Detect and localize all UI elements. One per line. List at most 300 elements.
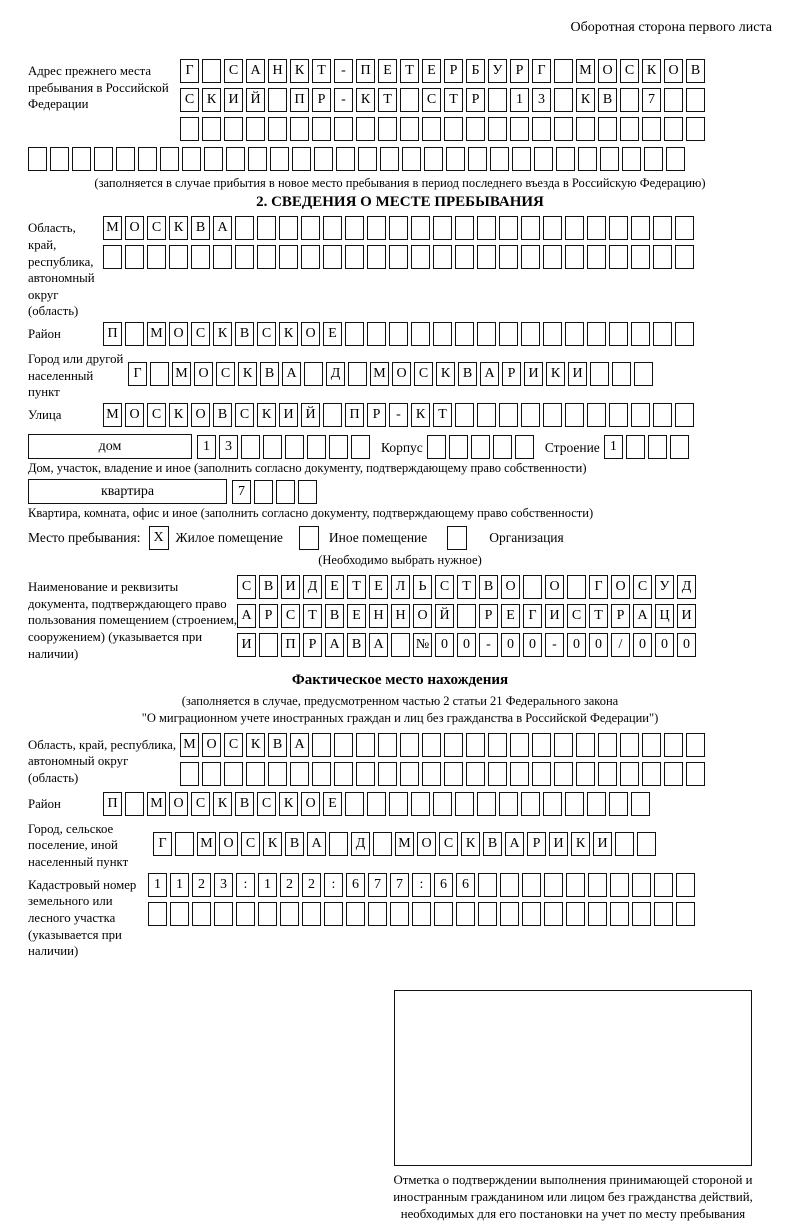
char-box[interactable] (298, 480, 317, 504)
char-box[interactable] (248, 147, 267, 171)
char-box[interactable] (175, 832, 194, 856)
char-box[interactable]: - (389, 403, 408, 427)
char-box[interactable]: С (147, 216, 166, 240)
char-box[interactable]: О (125, 403, 144, 427)
char-box[interactable]: М (103, 216, 122, 240)
char-box[interactable] (578, 147, 597, 171)
char-box[interactable] (466, 117, 485, 141)
char-box[interactable]: А (505, 832, 524, 856)
char-box[interactable] (631, 216, 650, 240)
char-box[interactable]: В (347, 633, 366, 657)
char-box[interactable] (378, 762, 397, 786)
char-box[interactable]: А (307, 832, 326, 856)
char-box[interactable]: М (395, 832, 414, 856)
char-box[interactable] (329, 435, 348, 459)
char-box[interactable] (422, 117, 441, 141)
char-box[interactable] (567, 575, 586, 599)
char-box[interactable] (213, 245, 232, 269)
char-box[interactable] (246, 762, 265, 786)
char-box[interactable] (642, 117, 661, 141)
char-box[interactable] (642, 762, 661, 786)
char-box[interactable] (675, 322, 694, 346)
char-box[interactable] (449, 435, 468, 459)
char-box[interactable] (400, 88, 419, 112)
char-box[interactable] (543, 403, 562, 427)
char-box[interactable] (576, 117, 595, 141)
char-box[interactable]: У (655, 575, 674, 599)
char-box[interactable] (499, 216, 518, 240)
char-box[interactable] (241, 435, 260, 459)
char-box[interactable]: К (169, 216, 188, 240)
char-box[interactable]: Т (400, 59, 419, 83)
char-box[interactable]: Р (303, 633, 322, 657)
char-box[interactable]: Е (347, 604, 366, 628)
char-box[interactable]: : (412, 873, 431, 897)
char-box[interactable] (424, 147, 443, 171)
char-box[interactable]: С (237, 575, 256, 599)
char-box[interactable]: Л (391, 575, 410, 599)
char-box[interactable]: Д (677, 575, 696, 599)
char-box[interactable] (323, 245, 342, 269)
char-box[interactable]: Й (301, 403, 320, 427)
char-box[interactable]: 1 (197, 435, 216, 459)
char-box[interactable]: 1 (258, 873, 277, 897)
char-box[interactable]: 6 (434, 873, 453, 897)
char-box[interactable] (323, 403, 342, 427)
char-box[interactable]: Е (323, 322, 342, 346)
char-box[interactable]: Т (457, 575, 476, 599)
char-box[interactable] (532, 733, 551, 757)
char-box[interactable]: В (325, 604, 344, 628)
char-box[interactable]: С (567, 604, 586, 628)
char-box[interactable] (312, 117, 331, 141)
char-box[interactable]: А (282, 362, 301, 386)
char-box[interactable] (182, 147, 201, 171)
char-box[interactable] (224, 762, 243, 786)
char-box[interactable]: Е (325, 575, 344, 599)
char-box[interactable] (521, 322, 540, 346)
char-box[interactable] (676, 873, 695, 897)
checkbox-organization[interactable] (447, 526, 467, 550)
char-box[interactable]: 6 (456, 873, 475, 897)
char-box[interactable] (610, 902, 629, 926)
char-box[interactable] (609, 216, 628, 240)
char-box[interactable]: О (194, 362, 213, 386)
char-box[interactable] (544, 873, 563, 897)
char-box[interactable]: К (576, 88, 595, 112)
char-box[interactable] (279, 245, 298, 269)
char-box[interactable]: Н (391, 604, 410, 628)
char-box[interactable] (434, 902, 453, 926)
char-box[interactable]: Н (369, 604, 388, 628)
char-box[interactable]: К (546, 362, 565, 386)
char-box[interactable]: 7 (390, 873, 409, 897)
char-box[interactable] (664, 762, 683, 786)
char-box[interactable] (644, 147, 663, 171)
char-box[interactable]: К (263, 832, 282, 856)
char-box[interactable]: 0 (633, 633, 652, 657)
char-box[interactable]: П (281, 633, 300, 657)
char-box[interactable]: С (191, 792, 210, 816)
char-box[interactable] (191, 245, 210, 269)
char-box[interactable] (675, 216, 694, 240)
char-box[interactable] (390, 902, 409, 926)
char-box[interactable] (565, 403, 584, 427)
char-box[interactable]: О (598, 59, 617, 83)
char-box[interactable]: 0 (589, 633, 608, 657)
char-box[interactable] (566, 902, 585, 926)
char-box[interactable]: К (279, 322, 298, 346)
char-box[interactable]: - (334, 88, 353, 112)
char-box[interactable]: Т (312, 59, 331, 83)
char-box[interactable] (356, 117, 375, 141)
char-box[interactable] (254, 480, 273, 504)
char-box[interactable]: Д (303, 575, 322, 599)
char-box[interactable]: В (598, 88, 617, 112)
char-box[interactable] (631, 322, 650, 346)
char-box[interactable]: Г (128, 362, 147, 386)
char-box[interactable]: А (290, 733, 309, 757)
char-box[interactable] (235, 216, 254, 240)
char-box[interactable] (675, 245, 694, 269)
char-box[interactable] (314, 147, 333, 171)
char-box[interactable] (609, 403, 628, 427)
char-box[interactable] (488, 733, 507, 757)
char-box[interactable] (301, 216, 320, 240)
char-box[interactable] (587, 216, 606, 240)
char-box[interactable]: Р (259, 604, 278, 628)
char-box[interactable] (521, 216, 540, 240)
char-box[interactable] (258, 902, 277, 926)
char-box[interactable] (499, 322, 518, 346)
char-box[interactable] (543, 245, 562, 269)
char-box[interactable]: В (235, 792, 254, 816)
char-box[interactable]: С (235, 403, 254, 427)
char-box[interactable]: О (169, 322, 188, 346)
char-box[interactable]: В (259, 575, 278, 599)
char-box[interactable] (324, 902, 343, 926)
char-box[interactable] (389, 792, 408, 816)
char-box[interactable] (466, 762, 485, 786)
char-box[interactable]: С (422, 88, 441, 112)
char-box[interactable]: С (439, 832, 458, 856)
char-box[interactable] (654, 902, 673, 926)
char-box[interactable] (50, 147, 69, 171)
char-box[interactable] (676, 902, 695, 926)
char-box[interactable] (345, 792, 364, 816)
char-box[interactable] (543, 322, 562, 346)
char-box[interactable]: Р (611, 604, 630, 628)
char-box[interactable] (400, 733, 419, 757)
char-box[interactable]: 3 (532, 88, 551, 112)
char-box[interactable] (125, 322, 144, 346)
char-box[interactable]: М (370, 362, 389, 386)
char-box[interactable] (626, 435, 645, 459)
char-box[interactable]: Г (153, 832, 172, 856)
char-box[interactable] (686, 762, 705, 786)
char-box[interactable] (521, 403, 540, 427)
char-box[interactable]: 2 (302, 873, 321, 897)
char-box[interactable] (138, 147, 157, 171)
char-box[interactable] (312, 733, 331, 757)
char-box[interactable] (268, 762, 287, 786)
char-box[interactable] (301, 245, 320, 269)
char-box[interactable] (522, 902, 541, 926)
char-box[interactable] (478, 902, 497, 926)
char-box[interactable]: Р (502, 362, 521, 386)
char-box[interactable] (259, 633, 278, 657)
char-box[interactable]: В (235, 322, 254, 346)
char-box[interactable] (543, 792, 562, 816)
char-box[interactable] (631, 403, 650, 427)
char-box[interactable] (455, 792, 474, 816)
char-box[interactable]: Р (527, 832, 546, 856)
char-box[interactable]: Г (523, 604, 542, 628)
char-box[interactable] (632, 873, 651, 897)
char-box[interactable] (302, 902, 321, 926)
char-box[interactable] (180, 762, 199, 786)
char-box[interactable] (609, 322, 628, 346)
char-box[interactable] (290, 117, 309, 141)
char-box[interactable]: М (147, 792, 166, 816)
char-box[interactable]: 7 (642, 88, 661, 112)
char-box[interactable]: В (479, 575, 498, 599)
char-box[interactable] (587, 322, 606, 346)
char-box[interactable] (609, 792, 628, 816)
char-box[interactable] (433, 216, 452, 240)
char-box[interactable] (653, 216, 672, 240)
char-box[interactable] (411, 216, 430, 240)
char-box[interactable]: / (611, 633, 630, 657)
char-box[interactable] (565, 322, 584, 346)
char-box[interactable]: И (524, 362, 543, 386)
char-box[interactable] (312, 762, 331, 786)
char-box[interactable] (116, 147, 135, 171)
char-box[interactable]: Р (466, 88, 485, 112)
char-box[interactable] (279, 216, 298, 240)
char-box[interactable]: Р (312, 88, 331, 112)
char-box[interactable] (433, 792, 452, 816)
char-box[interactable]: Т (347, 575, 366, 599)
char-box[interactable] (356, 762, 375, 786)
char-box[interactable] (565, 216, 584, 240)
char-box[interactable] (499, 245, 518, 269)
char-box[interactable]: 3 (214, 873, 233, 897)
char-box[interactable] (631, 792, 650, 816)
char-box[interactable] (292, 147, 311, 171)
char-box[interactable] (488, 762, 507, 786)
char-box[interactable] (490, 147, 509, 171)
char-box[interactable] (433, 245, 452, 269)
char-box[interactable] (664, 88, 683, 112)
char-box[interactable]: 0 (655, 633, 674, 657)
char-box[interactable]: А (480, 362, 499, 386)
char-box[interactable]: О (219, 832, 238, 856)
char-box[interactable] (367, 245, 386, 269)
char-box[interactable]: К (461, 832, 480, 856)
char-box[interactable] (358, 147, 377, 171)
char-box[interactable] (427, 435, 446, 459)
char-box[interactable]: С (224, 59, 243, 83)
char-box[interactable] (226, 147, 245, 171)
char-box[interactable]: П (103, 792, 122, 816)
char-box[interactable] (477, 792, 496, 816)
char-box[interactable] (345, 245, 364, 269)
char-box[interactable]: Д (326, 362, 345, 386)
char-box[interactable]: С (180, 88, 199, 112)
char-box[interactable]: М (576, 59, 595, 83)
char-box[interactable] (304, 362, 323, 386)
char-box[interactable]: К (246, 733, 265, 757)
char-box[interactable] (378, 733, 397, 757)
apartment-type-box[interactable]: квартира (28, 479, 227, 504)
char-box[interactable]: В (213, 403, 232, 427)
char-box[interactable] (455, 322, 474, 346)
char-box[interactable] (378, 117, 397, 141)
char-box[interactable]: М (180, 733, 199, 757)
char-box[interactable] (510, 733, 529, 757)
char-box[interactable] (236, 902, 255, 926)
char-box[interactable] (653, 245, 672, 269)
char-box[interactable] (587, 403, 606, 427)
char-box[interactable]: 1 (148, 873, 167, 897)
char-box[interactable]: 1 (170, 873, 189, 897)
char-box[interactable] (500, 873, 519, 897)
char-box[interactable] (622, 147, 641, 171)
char-box[interactable] (477, 322, 496, 346)
char-box[interactable]: С (257, 792, 276, 816)
char-box[interactable]: С (241, 832, 260, 856)
char-box[interactable] (521, 245, 540, 269)
char-box[interactable] (631, 245, 650, 269)
char-box[interactable]: С (191, 322, 210, 346)
char-box[interactable]: В (686, 59, 705, 83)
char-box[interactable]: С (633, 575, 652, 599)
char-box[interactable]: 0 (567, 633, 586, 657)
char-box[interactable] (412, 902, 431, 926)
char-box[interactable]: О (202, 733, 221, 757)
char-box[interactable] (72, 147, 91, 171)
char-box[interactable]: Е (369, 575, 388, 599)
house-type-box[interactable]: дом (28, 434, 192, 459)
char-box[interactable]: 7 (368, 873, 387, 897)
char-box[interactable] (268, 88, 287, 112)
char-box[interactable] (224, 117, 243, 141)
char-box[interactable] (576, 733, 595, 757)
char-box[interactable]: А (246, 59, 265, 83)
char-box[interactable] (499, 403, 518, 427)
char-box[interactable]: О (501, 575, 520, 599)
char-box[interactable]: О (413, 604, 432, 628)
char-box[interactable] (380, 147, 399, 171)
char-box[interactable]: О (417, 832, 436, 856)
char-box[interactable]: К (202, 88, 221, 112)
char-box[interactable]: М (197, 832, 216, 856)
char-box[interactable]: П (345, 403, 364, 427)
char-box[interactable] (125, 792, 144, 816)
char-box[interactable]: Р (479, 604, 498, 628)
char-box[interactable]: М (172, 362, 191, 386)
char-box[interactable] (642, 733, 661, 757)
char-box[interactable] (455, 216, 474, 240)
char-box[interactable] (433, 322, 452, 346)
char-box[interactable] (400, 762, 419, 786)
char-box[interactable]: А (633, 604, 652, 628)
char-box[interactable] (477, 245, 496, 269)
char-box[interactable]: О (125, 216, 144, 240)
char-box[interactable]: В (458, 362, 477, 386)
char-box[interactable] (675, 403, 694, 427)
char-box[interactable]: Д (351, 832, 370, 856)
char-box[interactable]: И (677, 604, 696, 628)
char-box[interactable]: К (290, 59, 309, 83)
char-box[interactable]: В (483, 832, 502, 856)
char-box[interactable] (598, 762, 617, 786)
char-box[interactable]: С (435, 575, 454, 599)
char-box[interactable] (444, 733, 463, 757)
char-box[interactable] (214, 902, 233, 926)
char-box[interactable] (336, 147, 355, 171)
char-box[interactable] (500, 902, 519, 926)
char-box[interactable] (554, 733, 573, 757)
char-box[interactable] (367, 792, 386, 816)
char-box[interactable]: В (191, 216, 210, 240)
char-box[interactable] (587, 792, 606, 816)
char-box[interactable] (323, 216, 342, 240)
char-box[interactable]: - (479, 633, 498, 657)
char-box[interactable] (263, 435, 282, 459)
char-box[interactable] (150, 362, 169, 386)
char-box[interactable] (598, 117, 617, 141)
char-box[interactable] (554, 762, 573, 786)
char-box[interactable] (554, 88, 573, 112)
char-box[interactable] (455, 403, 474, 427)
char-box[interactable] (543, 216, 562, 240)
char-box[interactable]: И (593, 832, 612, 856)
char-box[interactable] (202, 762, 221, 786)
char-box[interactable] (455, 245, 474, 269)
char-box[interactable] (664, 733, 683, 757)
char-box[interactable] (576, 762, 595, 786)
char-box[interactable] (588, 873, 607, 897)
char-box[interactable] (202, 117, 221, 141)
char-box[interactable] (276, 480, 295, 504)
char-box[interactable]: К (356, 88, 375, 112)
char-box[interactable] (632, 902, 651, 926)
char-box[interactable] (686, 117, 705, 141)
char-box[interactable] (565, 245, 584, 269)
char-box[interactable] (389, 216, 408, 240)
char-box[interactable]: 0 (523, 633, 542, 657)
char-box[interactable]: И (281, 575, 300, 599)
char-box[interactable] (285, 435, 304, 459)
char-box[interactable] (554, 59, 573, 83)
char-box[interactable] (510, 117, 529, 141)
char-box[interactable]: О (169, 792, 188, 816)
char-box[interactable]: 0 (435, 633, 454, 657)
char-box[interactable] (620, 117, 639, 141)
char-box[interactable] (471, 435, 490, 459)
char-box[interactable] (654, 873, 673, 897)
char-box[interactable]: Б (466, 59, 485, 83)
char-box[interactable]: 7 (232, 480, 251, 504)
char-box[interactable] (686, 88, 705, 112)
char-box[interactable] (391, 633, 410, 657)
char-box[interactable] (169, 245, 188, 269)
char-box[interactable] (510, 762, 529, 786)
char-box[interactable]: С (414, 362, 433, 386)
char-box[interactable]: М (103, 403, 122, 427)
